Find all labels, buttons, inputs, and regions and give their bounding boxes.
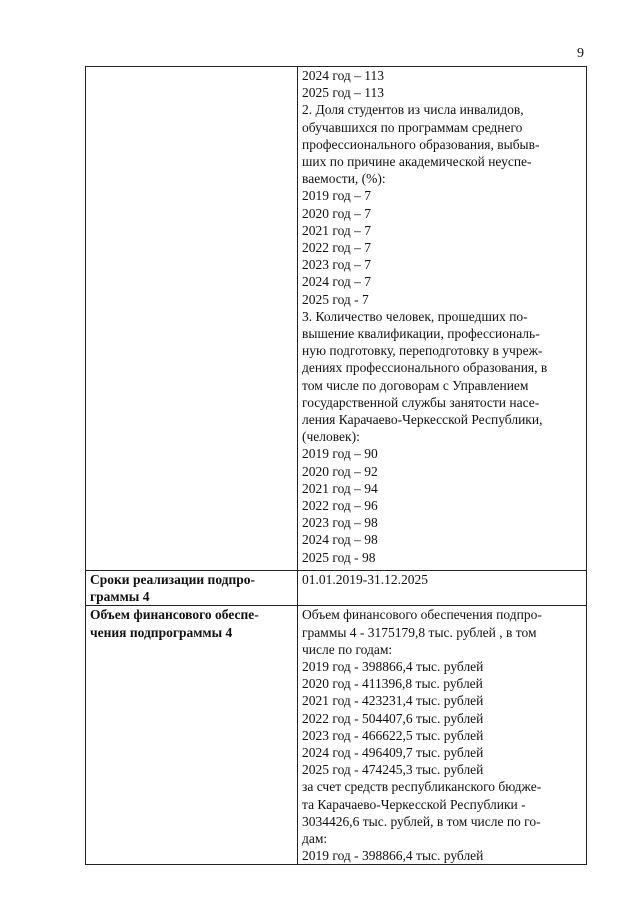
finance-label-line: чения подпрограммы 4	[90, 624, 233, 640]
text-line: 2024 год – 98	[302, 532, 378, 548]
text-line: 2019 год – 7	[302, 188, 372, 204]
terms-value: 01.01.2019-31.12.2025	[302, 572, 428, 587]
finance-label-cell	[86, 606, 298, 865]
text-line: граммы 4 - 3175179,8 тыс. рублей , в том	[302, 624, 537, 640]
text-line: 3. Количество человек, прошедших по-	[302, 308, 528, 324]
text-line: дам:	[302, 831, 328, 847]
table-row-terms	[86, 571, 587, 606]
terms-label-cell	[86, 571, 298, 606]
text-line: 2021 год – 94	[302, 480, 378, 496]
text-line: 2023 год – 7	[302, 257, 372, 273]
text-line: та Карачаево-Черкесской Республики -	[302, 796, 526, 812]
text-line: 2025 год - 474245,3 тыс. рублей	[302, 762, 484, 778]
text-line: дениях профессионального образования, в	[302, 360, 548, 376]
indicators-label-cell	[86, 67, 298, 571]
text-line: том числе по договорам с Управлением	[302, 377, 529, 393]
text-line: 2019 год – 90	[302, 446, 378, 462]
text-line: 2022 год - 504407,6 тыс. рублей	[302, 710, 484, 726]
table-row-finance	[86, 606, 587, 865]
text-line: обучавшихся по программам среднего	[302, 119, 523, 135]
table-row-indicators	[86, 67, 587, 571]
text-line: ваемости, (%):	[302, 171, 386, 187]
text-line: 2025 год - 98	[302, 549, 376, 565]
terms-label-line: Сроки реализации подпро-	[90, 572, 256, 587]
text-line: 2019 год - 398866,4 тыс. рублей	[302, 848, 484, 864]
text-line: 2021 год – 7	[302, 222, 372, 238]
text-line: государственной службы занятости насе-	[302, 394, 540, 410]
page-number: 9	[577, 46, 584, 61]
text-line: 2025 год - 7	[302, 291, 369, 307]
text-line: вышение квалификации, профессиональ-	[302, 326, 540, 342]
finance-value-cell	[298, 606, 587, 865]
text-line: профессионального образования, выбыв-	[302, 136, 540, 152]
text-line: 2022 год – 96	[302, 498, 378, 514]
text-line: 2024 год - 496409,7 тыс. рублей	[302, 745, 484, 761]
text-line: 2024 год – 7	[302, 274, 372, 290]
text-line: 3034426,6 тыс. рублей, в том числе по го-	[302, 813, 541, 829]
text-line: 2023 год – 98	[302, 515, 378, 531]
finance-label-line: Объем финансового обеспе-	[90, 607, 259, 623]
terms-value-cell	[298, 571, 587, 606]
text-line: 2024 год – 113	[302, 68, 385, 83]
text-line: 2022 год – 7	[302, 240, 372, 256]
text-line: за счет средств республиканского бюдже-	[302, 779, 542, 795]
terms-label-line: граммы 4	[90, 589, 150, 605]
text-line: ших по причине академической неуспе-	[302, 154, 532, 170]
text-line: 2025 год – 113	[302, 85, 385, 101]
indicators-value-cell	[298, 67, 587, 571]
text-line: ления Карачаево-Черкесской Республики,	[302, 412, 543, 428]
text-line: 2. Доля студентов из числа инвалидов,	[302, 102, 524, 118]
text-line: (человек):	[302, 429, 360, 445]
text-line: 2020 год – 7	[302, 205, 372, 221]
text-line: 2020 год – 92	[302, 463, 378, 479]
text-line: 2020 год - 411396,8 тыс. рублей	[302, 676, 483, 692]
text-line: 2021 год - 423231,4 тыс. рублей	[302, 693, 484, 709]
text-line: ную подготовку, переподготовку в учреж-	[302, 343, 543, 359]
passport-table	[85, 66, 587, 865]
text-line: Объем финансового обеспечения подпро-	[302, 607, 542, 623]
text-line: 2019 год - 398866,4 тыс. рублей	[302, 659, 484, 675]
text-line: числе по годам:	[302, 641, 393, 657]
text-line: 2023 год - 466622,5 тыс. рублей	[302, 727, 484, 743]
